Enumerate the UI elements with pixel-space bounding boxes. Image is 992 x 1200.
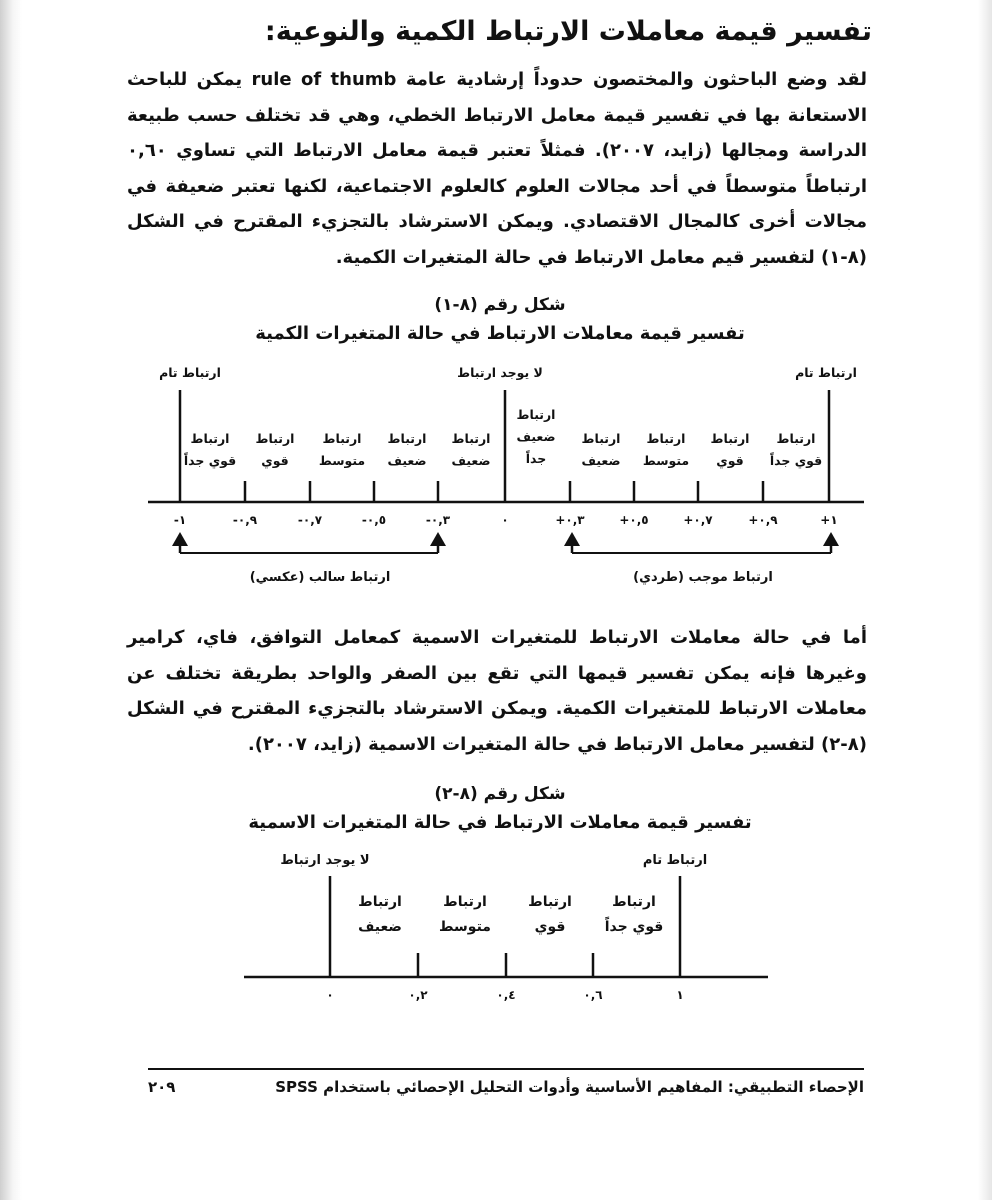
figure-1-number: شكل رقم (٨-١) <box>434 295 566 315</box>
paragraph-2-line: أما في حالة معاملات الارتباط للمتغيرات الاسمية كمعامل التوافق، فاي، كرامير <box>127 627 867 648</box>
fig1-pos-label: ارتباط ضعيف <box>581 431 621 468</box>
fig2-right-endpoint-label: ارتباط تام <box>642 853 708 868</box>
fig2-tick-label: ٠ <box>326 988 334 1002</box>
fig1-pos-label: ارتباط ضعيف جداً <box>516 407 556 466</box>
fig1-left-endpoint-label: ارتباط تام <box>159 365 221 380</box>
fig1-tick-label: -٠,٩ <box>232 513 258 527</box>
fig1-tick-label: +٠,٥ <box>619 513 649 527</box>
fig1-tick-label: +٠,٧ <box>683 513 713 527</box>
fig2-label: ارتباط قوي <box>528 894 572 935</box>
fig1-negative-range-label: ارتباط سالب (عكسي) <box>249 570 391 585</box>
fig1-tick-label: -١ <box>173 513 187 527</box>
fig1-neg-label: ارتباط ضعيف <box>387 431 427 468</box>
fig1-tick-label: +٠,٩ <box>748 513 778 527</box>
fig1-tick-label: +١ <box>820 513 838 527</box>
paragraph-1-line: (٨-١) لتفسير قيم معامل الارتباط في حالة المتغيرات الكمية. <box>335 246 867 268</box>
fig1-neg-label: ارتباط قوي <box>255 431 295 468</box>
fig2-tick-label: ٠,٢ <box>408 988 428 1002</box>
paragraph-1-line: ارتباطاً متوسطاً في أحد مجالات العلوم كالعلوم الاجتماعية، لكنها تعتبر ضعيفة في <box>127 175 867 197</box>
paragraph-1-line: مجالات أخرى كالمجال الاقتصادي. ويمكن الاسترشاد بالتجزيء المقترح في الشكل <box>127 211 867 232</box>
fig2-label: ارتباط متوسط <box>439 894 491 935</box>
fig2-tick-label: ٠,٤ <box>496 988 516 1002</box>
fig1-center-endpoint-label: لا يوجد ارتباط <box>457 365 543 380</box>
fig1-pos-label: ارتباط متوسط <box>642 431 690 468</box>
paragraph-2-line: وغيرها فإنه يمكن تفسير قيمها التي تقع بين الصفر والواحد بطريقة تختلف عن <box>127 662 867 684</box>
fig1-tick-label: ٠ <box>501 513 509 527</box>
fig1-neg-label: ارتباط متوسط <box>318 431 366 468</box>
footer-book-title: الإحصاء التطبيقي: المفاهيم الأساسية وأدوات التحليل الإحصائي باستخدام SPSS <box>275 1078 864 1096</box>
fig2-label: ارتباط قوي جداً <box>604 894 664 935</box>
fig1-tick-label: -٠,٣ <box>425 513 451 527</box>
section-heading: تفسير قيمة معاملات الارتباط الكمية والنوعية: <box>264 16 872 47</box>
paragraph-1-line: الدراسة ومجالها (زايد، ٢٠٠٧). فمثلاً تعتبر قيمة معامل الارتباط التي تساوي ٠,٦٠ <box>127 140 867 161</box>
fig1-right-endpoint-label: ارتباط تام <box>795 365 857 380</box>
paragraph-1-line: لقد وضع الباحثون والمختصون حدوداً إرشادية عامة rule of thumb يمكن للباحث <box>127 69 868 90</box>
paragraph-1-line: الاستعانة بها في تفسير قيمة معامل الارتباط الخطي، وهي قد تختلف حسب طبيعة <box>127 104 867 126</box>
fig2-left-endpoint-label: لا يوجد ارتباط <box>280 853 370 868</box>
arrow-up-icon <box>172 532 188 546</box>
fig1-tick-label: -٠,٧ <box>297 513 323 527</box>
fig1-neg-label: ارتباط ضعيف <box>451 431 491 468</box>
fig1-neg-label: ارتباط قوي جداً <box>183 431 237 468</box>
fig2-label: ارتباط ضعيف <box>358 894 402 935</box>
fig2-tick-label: ١ <box>676 988 684 1002</box>
fig1-tick-label: +٠,٣ <box>555 513 585 527</box>
figure-2-caption: تفسير قيمة معاملات الارتباط في حالة المتغيرات الاسمية <box>248 812 752 833</box>
fig1-positive-range-label: ارتباط موجب (طردي) <box>633 570 773 585</box>
fig1-tick-label: -٠,٥ <box>361 513 387 527</box>
figure-2-number: شكل رقم (٨-٢) <box>434 784 566 804</box>
fig1-pos-label: ارتباط قوي <box>710 431 750 468</box>
paragraph-2-line: معاملات الارتباط للمتغيرات الكمية. ويمكن الاسترشاد بالتجزيء المقترح في الشكل <box>127 698 867 719</box>
arrow-up-icon <box>430 532 446 546</box>
paragraph-2-line: (٨-٢) لتفسير معامل الارتباط في حالة المتغيرات الاسمية (زايد، ٢٠٠٧). <box>247 733 867 755</box>
arrow-up-icon <box>564 532 580 546</box>
arrow-up-icon <box>823 532 839 546</box>
figure-1-caption: تفسير قيمة معاملات الارتباط في حالة المتغيرات الكمية <box>255 323 745 344</box>
fig1-pos-label: ارتباط قوي جداً <box>769 431 823 468</box>
footer-page-number: ٢٠٩ <box>148 1078 176 1096</box>
fig2-tick-label: ٠,٦ <box>583 988 603 1002</box>
